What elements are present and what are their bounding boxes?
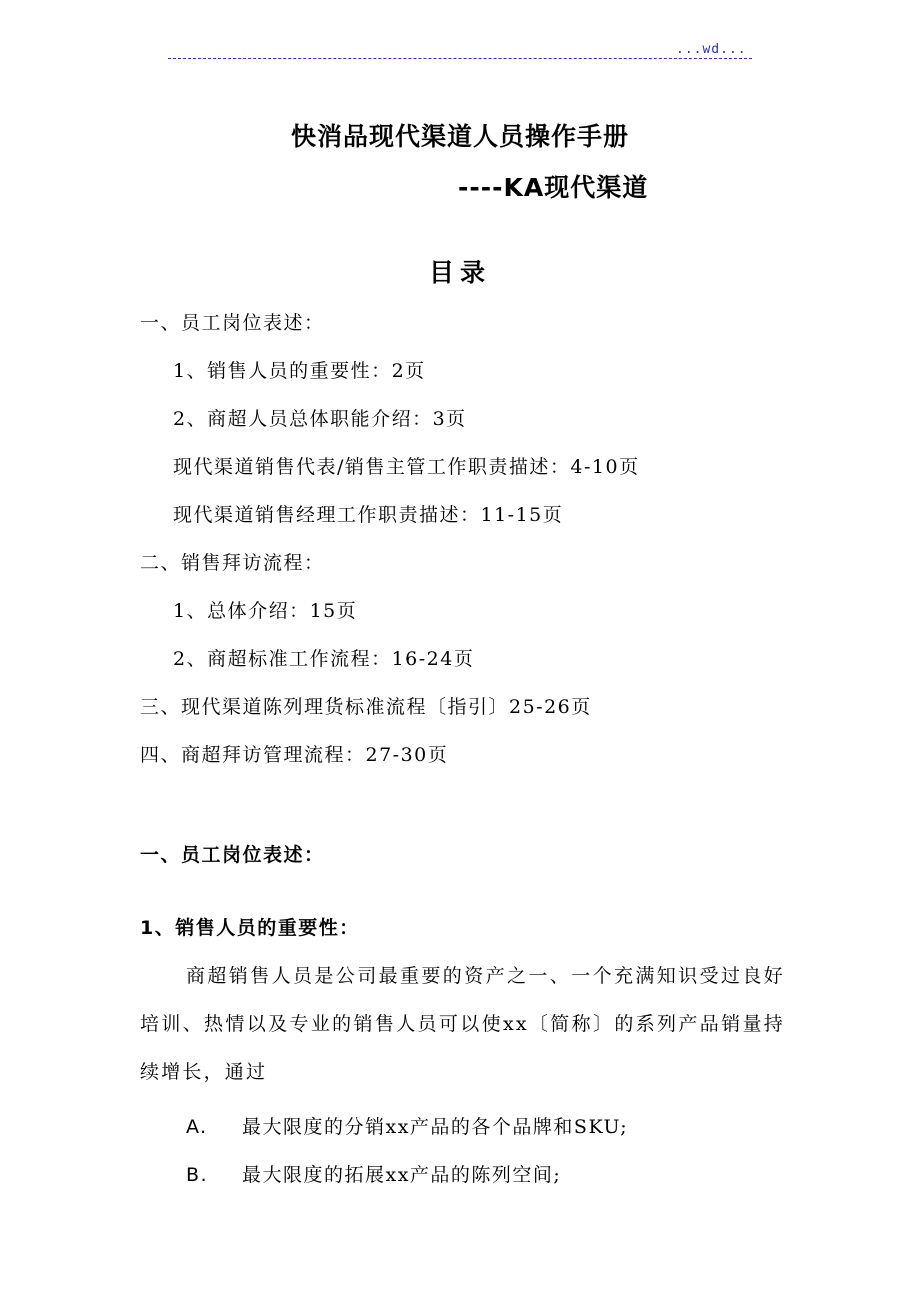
toc-item: 1、销售人员的重要性：2页 [173, 360, 426, 382]
toc-item: 2、商超标准工作流程：16-24页 [173, 648, 475, 670]
list-marker: B. [186, 1164, 209, 1186]
list-item-text: 最大限度的分销xx产品的各个品牌和SKU; [242, 1116, 629, 1138]
toc-item: 现代渠道销售代表/销售主管工作职责描述：4-10页 [173, 456, 640, 478]
header-mark: ...wd... [676, 42, 747, 57]
subsection-heading: 1、销售人员的重要性： [140, 917, 360, 939]
toc-item: 四、商超拜访管理流程：27-30页 [140, 744, 449, 766]
list-item [186, 1112, 628, 1139]
body-paragraph: 商超销售人员是公司最重要的资产之一、一个充满知识受过良好培训、热情以及专业的销售人员可以使xx〔简称〕的系列产品销量持续增长，通过 [140, 965, 785, 1083]
toc-item: 三、现代渠道陈列理货标准流程〔指引〕25-26页 [140, 696, 592, 718]
list-marker: A. [186, 1116, 208, 1138]
toc-item: 1、总体介绍：15页 [173, 600, 358, 622]
section-heading: 一、员工岗位表述： [140, 844, 325, 866]
document-subtitle: ----KA现代渠道 [458, 173, 649, 202]
toc-heading: 目录 [428, 258, 491, 287]
list-item-text: 最大限度的拓展xx产品的陈列空间; [242, 1164, 562, 1186]
header-divider [168, 58, 752, 59]
document-title: 快消品现代渠道人员操作手册 [290, 122, 629, 151]
toc-item: 现代渠道销售经理工作职责描述：11-15页 [173, 504, 564, 526]
toc-item: 一、员工岗位表述： [140, 312, 325, 334]
list-item [186, 1160, 561, 1187]
toc-item: 2、商超人员总体职能介绍：3页 [173, 408, 467, 430]
toc-item: 二、销售拜访流程： [140, 552, 325, 574]
